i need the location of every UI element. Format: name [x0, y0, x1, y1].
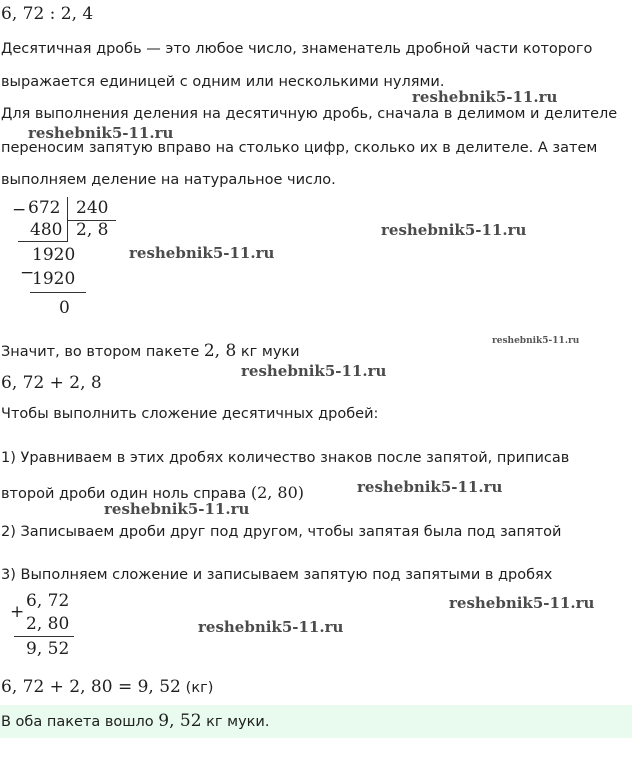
final-equation-math: 6, 72 + 2, 80 = 9, 52 — [1, 677, 181, 697]
watermark: reshebnik5-11.ru — [28, 124, 174, 142]
addition-line — [14, 636, 74, 637]
definition-line-2: выражается единицей с одним или несколькими нулями. — [1, 74, 445, 90]
dividend: 672 — [28, 198, 61, 218]
answer-prefix: В оба пакета вошло — [1, 714, 154, 730]
result-line — [1, 341, 300, 361]
addition-term-2: 2, 80 — [26, 614, 70, 634]
watermark: reshebnik5-11.ru — [492, 336, 580, 346]
addition-term-1: 6, 72 — [26, 591, 70, 611]
step-3: 3) Выполняем сложение и записываем запятую под запятыми в дробях — [1, 567, 553, 583]
division-line-1 — [18, 241, 68, 242]
rule-line-2: переносим запятую вправо на столько цифр, сколько их в делителе. А затем — [1, 140, 598, 156]
quotient: 2, 8 — [76, 220, 109, 240]
rule-line-1: Для выполнения деления на десятичную дробь, сначала в делимом и делителе — [1, 106, 618, 122]
step-1-text: второй дроби один ноль справа — [1, 486, 247, 502]
watermark: reshebnik5-11.ru — [381, 221, 527, 239]
addition-expression: 6, 72 + 2, 8 — [1, 373, 102, 393]
watermark: reshebnik5-11.ru — [241, 362, 387, 380]
definition-line-1: Десятичная дробь — это любое число, знаменатель дробной части которого — [1, 41, 593, 57]
subtrahend-1: 480 — [30, 220, 63, 240]
result-suffix: кг муки — [240, 344, 300, 360]
rule-line-3: выполняем деление на натуральное число. — [1, 172, 336, 188]
final-equation-unit: (кг) — [185, 680, 214, 696]
addition-plus: + — [10, 602, 25, 622]
addition-sum: 9, 52 — [26, 639, 70, 659]
problem-expression: 6, 72 : 2, 4 — [1, 4, 94, 24]
watermark: reshebnik5-11.ru — [198, 618, 344, 636]
division-minus-2: − — [20, 263, 35, 283]
divisor: 240 — [76, 198, 109, 218]
step-2: 2) Записываем дроби друг под другом, чтобы запятая была под запятой — [1, 524, 562, 540]
result-value: 2, 8 — [203, 341, 237, 361]
division-line-2 — [30, 292, 86, 293]
final-equation — [1, 677, 213, 697]
division-vertical-bar — [67, 197, 68, 241]
remainder-1: 1920 — [32, 245, 76, 265]
watermark: reshebnik5-11.ru — [449, 594, 595, 612]
remainder-final: 0 — [59, 298, 70, 318]
watermark: reshebnik5-11.ru — [104, 500, 250, 518]
addition-intro: Чтобы выполнить сложение десятичных дробей: — [1, 406, 379, 422]
answer-value: 9, 52 — [158, 711, 202, 731]
division-minus-1: − — [12, 200, 27, 220]
watermark: reshebnik5-11.ru — [129, 244, 275, 262]
step-1-line-1: 1) Уравниваем в этих дробях количество знаков после запятой, приписав — [1, 450, 570, 466]
answer-line — [1, 711, 269, 731]
answer-suffix: кг муки. — [206, 714, 270, 730]
subtrahend-2: 1920 — [32, 269, 76, 289]
watermark: reshebnik5-11.ru — [357, 478, 503, 496]
result-prefix: Значит, во втором пакете — [1, 344, 200, 360]
step-1-math: (2, 80) — [250, 483, 305, 502]
watermark: reshebnik5-11.ru — [412, 88, 558, 106]
